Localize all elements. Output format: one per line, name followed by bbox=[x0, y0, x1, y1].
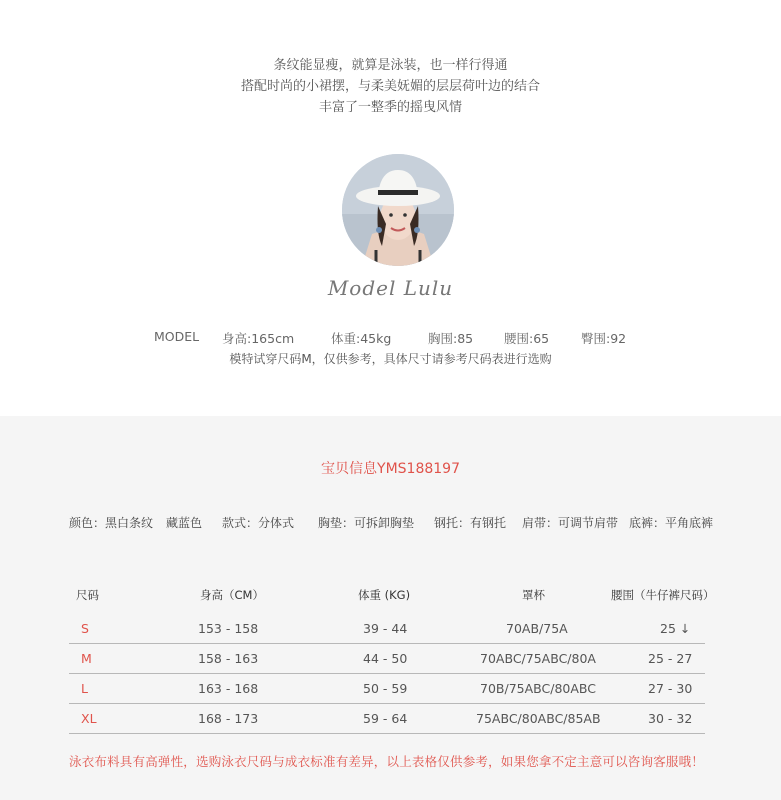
model-weight: 体重:45kg bbox=[331, 331, 392, 346]
intro-line: 条纹能显瘦，就算是泳装，也一样行得通 bbox=[273, 58, 508, 73]
attr-color: 颜色：黑白条纹 bbox=[69, 516, 154, 530]
model-size-note: 模特试穿尺码M，仅供参考，具体尺寸请参考尺码表进行选购 bbox=[229, 352, 552, 366]
model-waist: 腰围:65 bbox=[504, 331, 550, 346]
model-hip: 臀围:92 bbox=[581, 331, 627, 346]
product-title: 宝贝信息YMS188197 bbox=[321, 461, 460, 477]
header-size: 尺码 bbox=[76, 588, 99, 602]
cell-cup: 70ABC/75ABC/80A bbox=[480, 651, 596, 666]
intro-line: 丰富了一整季的摇曳风情 bbox=[318, 100, 462, 115]
model-signature: Model Lulu bbox=[327, 276, 454, 300]
cell-weight: 59 - 64 bbox=[363, 711, 408, 726]
size-disclaimer: 泳衣布料具有高弹性，选购泳衣尺码与成衣标准有差异，以上表格仅供参考，如果您拿不定主意可以咨询客服哦！ bbox=[69, 754, 705, 769]
cell-waist: 30 - 32 bbox=[648, 711, 693, 726]
header-cup: 罩杯 bbox=[522, 588, 545, 602]
cell-weight: 44 - 50 bbox=[363, 651, 408, 666]
cell-height: 168 - 173 bbox=[198, 711, 259, 726]
model-avatar bbox=[342, 154, 454, 266]
table-row bbox=[69, 674, 705, 704]
attr-style: 款式：分体式 bbox=[222, 516, 295, 530]
table-row bbox=[69, 644, 705, 674]
cell-height: 163 - 168 bbox=[198, 681, 259, 696]
cell-height: 153 - 158 bbox=[198, 621, 259, 636]
attr-pad: 胸垫：可拆卸胸垫 bbox=[318, 516, 415, 530]
cell-size: S bbox=[81, 621, 89, 636]
row-divider bbox=[69, 733, 705, 734]
cell-height: 158 - 163 bbox=[198, 651, 259, 666]
intro-text bbox=[0, 55, 781, 118]
cell-weight: 50 - 59 bbox=[363, 681, 408, 696]
cell-weight: 39 - 44 bbox=[363, 621, 408, 636]
header-weight: 体重 (KG) bbox=[358, 588, 411, 602]
model-height: 身高:165cm bbox=[222, 331, 295, 346]
header-waist: 腰围（牛仔裤尺码） bbox=[611, 588, 715, 602]
cell-cup: 75ABC/80ABC/85AB bbox=[476, 711, 601, 726]
cell-waist: 25 ↓ bbox=[660, 621, 691, 636]
attr-strap: 肩带：可调节肩带 bbox=[522, 516, 619, 530]
table-row bbox=[69, 614, 705, 644]
cell-waist: 25 - 27 bbox=[648, 651, 693, 666]
attr-underwire: 钢托：有钢托 bbox=[434, 516, 507, 530]
cell-cup: 70B/75ABC/80ABC bbox=[480, 681, 596, 696]
cell-size: XL bbox=[81, 711, 97, 726]
cell-cup: 70AB/75A bbox=[506, 621, 568, 636]
intro-line: 搭配时尚的小裙摆，与柔美妩媚的层层荷叶边的结合 bbox=[240, 79, 540, 94]
cell-size: M bbox=[81, 651, 92, 666]
attr-color-alt: 藏蓝色 bbox=[166, 516, 203, 530]
model-label: MODEL bbox=[154, 329, 200, 344]
cell-waist: 27 - 30 bbox=[648, 681, 693, 696]
model-bust: 胸围:85 bbox=[428, 331, 474, 346]
table-row bbox=[69, 704, 705, 734]
header-height: 身高（CM） bbox=[200, 588, 264, 602]
cell-size: L bbox=[81, 681, 88, 696]
attr-bottom: 底裤：平角底裤 bbox=[629, 516, 714, 530]
